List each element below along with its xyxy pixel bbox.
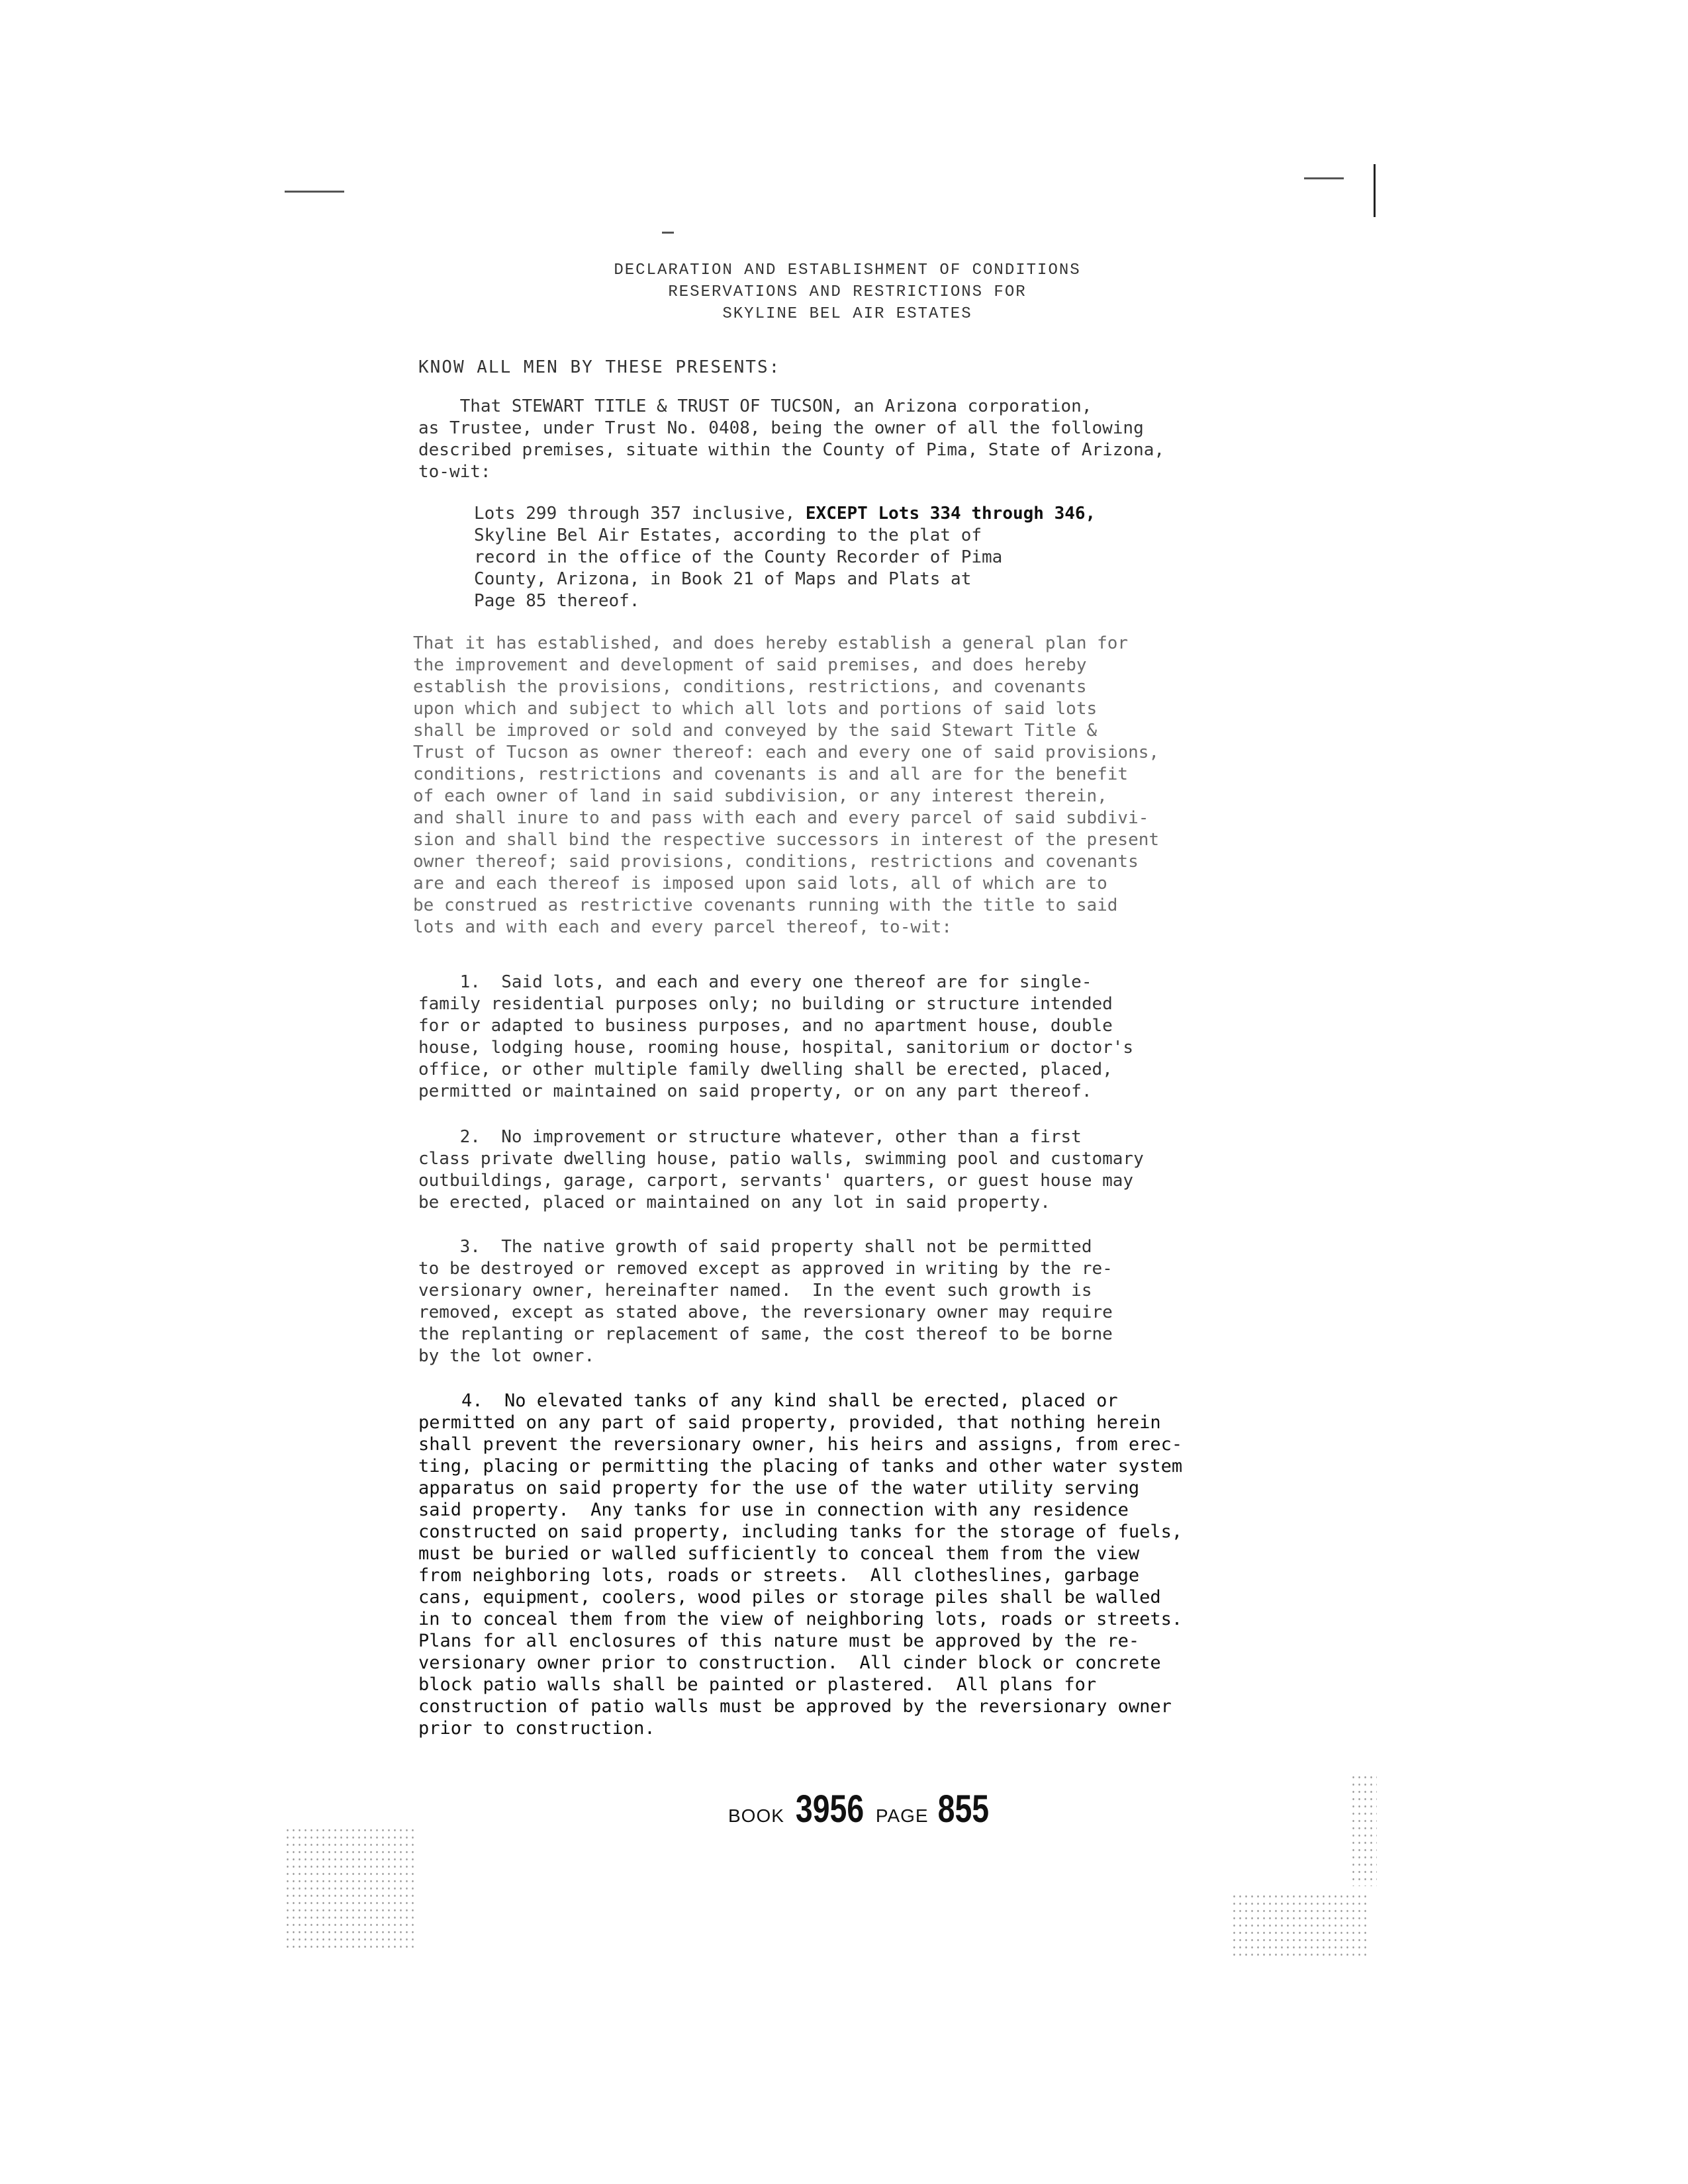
scan-speck [285, 191, 344, 193]
clause-4: 4. No elevated tanks of any kind shall be erected, placed or permitted on any part of said property, provided, that nothing herein shall prevent the reversionary owner, his heirs and assigns, from erec- ting, placing or permitting the placing of tanks and other water system apparatus on said property for the use of the water utility serving said property. Any tanks for use in connection with any residence constructed on said property, including tanks for the storage of fuels, must be buried or walled sufficiently to conceal them from the view from neighboring lots, roads or streets. All clotheslines, garbage cans, equipment, coolers, wood piles or storage piles shall be walled in to conceal them from the view of neighboring lots, roads or streets. Plans for all enclosures of this nature must be approved by the re- versionary owner prior to construction. All cinder block or concrete block patio walls shall be painted or plastered. All plans for construction of patio walls must be approved by the reversionary owner prior to construction. [418, 1390, 1183, 1739]
clause-3: 3. The native growth of said property shall not be permitted to be destroyed or removed except as approved in writing by the re- versionary owner, hereinafter named. In the event such growth is removed, except as stated above, the reversionary owner may require the replanting or replacement of same, the cost thereof to be borne by the lot owner. [418, 1237, 1113, 1366]
title-line-3: SKYLINE BEL AIR ESTATES [722, 305, 972, 323]
document-title [410, 259, 1284, 325]
scan-noise [1350, 1774, 1377, 1886]
scan-noise [1231, 1893, 1370, 1959]
clause-2: 2. No improvement or structure whatever, other than a first class private dwelling house, patio walls, swimming pool and customary outbuildings, garage, carport, servants' quarters, or guest house may be erected, placed or maintained on any lot in said property. [418, 1127, 1144, 1212]
page-number: 855 [937, 1788, 990, 1831]
title-line-2: RESERVATIONS AND RESTRICTIONS FOR [668, 283, 1027, 301]
intro-paragraph: That STEWART TITLE & TRUST OF TUCSON, an Arizona corporation, as Trustee, under Trust No. 0408, being the owner of all the following described premises, situate within the County of Pima, State of Arizona, to-wit: [418, 396, 1165, 482]
book-label: BOOK [728, 1805, 784, 1826]
general-plan-paragraph: That it has established, and does hereby establish a general plan for the improvement and development of said premises, and does hereby establish the provisions, conditions, restrictions, and covenants upon which and subject to which all lots and portions of said lots shall be improved or sold and conveyed by the said Stewart Title & Trust of Tucson as owner thereof: each and every one of said provisions, conditions, restrictions and covenants is and all are for the benefit of each owner of land in said subdivision, or any interest therein, and shall inure to and pass with each and every parcel of said subdivi- sion and shall bind the respective successors in interest of the present owner thereof; said provisions, conditions, restrictions and covenants are and each thereof is imposed upon said lots, all of which are to be construed as restrictive covenants running with the title to said lots and with each and every parcel thereof, to-wit: [413, 633, 1160, 937]
page-label: PAGE [875, 1805, 929, 1826]
book-number: 3956 [796, 1788, 865, 1831]
lot-description [474, 503, 1096, 612]
salutation: KNOW ALL MEN BY THESE PRESENTS: [418, 357, 781, 377]
scan-speck [1304, 177, 1344, 179]
book-page-stamp [728, 1787, 996, 1831]
lots-plat-reference: Skyline Bel Air Estates, according to the plat of record in the office of the County Recorder of Pima County, Arizona, in Book 21 of Maps and Plats at Page 85 thereof. [474, 525, 1003, 611]
margin-mark [1374, 164, 1376, 217]
scan-speck [662, 232, 674, 234]
title-line-1: DECLARATION AND ESTABLISHMENT OF CONDITIONS [614, 261, 1081, 279]
lots-range: Lots 299 through 357 inclusive, [474, 504, 806, 523]
lots-exception: EXCEPT Lots 334 through 346, [805, 504, 1096, 523]
clause-1: 1. Said lots, and each and every one thereof are for single- family residential purposes only; no building or structure intended for or adapted to business purposes, and no apartment house, double house, lodging house, rooming house, hospital, sanitorium or doctor's office, or other multiple family dwelling shall be erected, placed, permitted or maintained on said property, or on any part thereof. [418, 972, 1134, 1101]
scan-noise [285, 1827, 417, 1952]
